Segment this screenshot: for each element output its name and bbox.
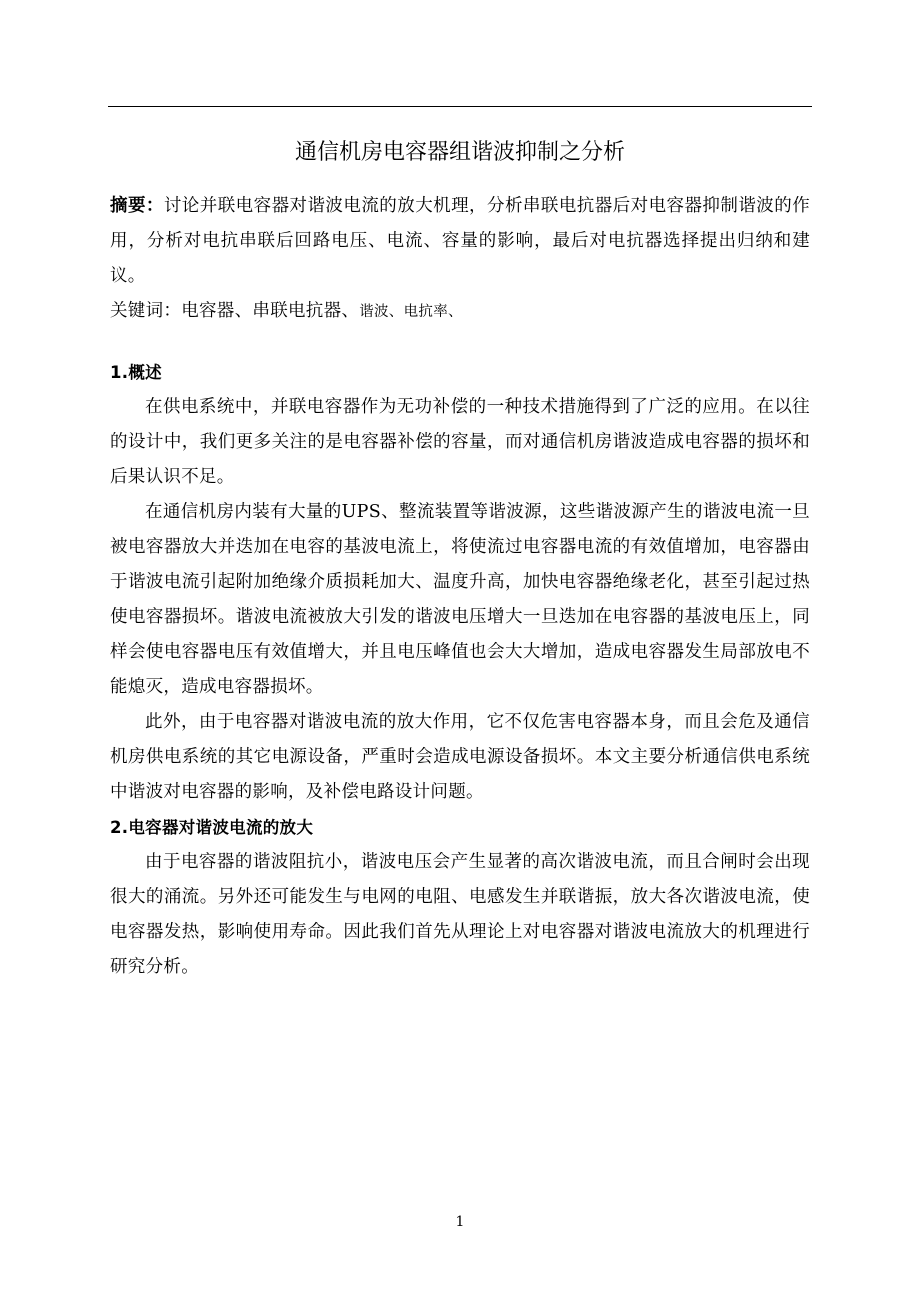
page-number: 1 (455, 1214, 465, 1230)
abstract-label: 摘要： (110, 196, 164, 216)
document-title: 通信机房电容器组谐波抑制之分析 (294, 140, 625, 165)
keywords-small: 谐波、电抗率、 (359, 304, 463, 320)
section-heading-overview: 1.概述 (110, 363, 162, 382)
paragraph: 在供电系统中，并联电容器作为无功补偿的一种技术措施得到了广泛的应用。在以往的设计中，我们更多关注的是电容器补偿的容量，而对通信机房谐波造成电容器的损坏和后果认识不足。 (110, 397, 810, 487)
keywords-label: 关键词： (110, 301, 182, 321)
paragraph: 由于电容器的谐波阻抗小，谐波电压会产生显著的高次谐波电流，而且合闸时会出现很大的涌流。另外还可能发生与电网的电阻、电感发生并联谐振，放大各次谐波电流，使电容器发热，影响使用寿命。因此我们首先从理论上对电容器对谐波电流放大的机理进行研究分析。 (110, 852, 810, 977)
keywords-main: 电容器、串联电抗器、 (181, 301, 360, 321)
document-body (110, 189, 810, 985)
paragraph: 在通信机房内装有大量的UPS、整流装置等谐波源，这些谐波源产生的谐波电流一旦被电容器放大并迭加在电容的基波电流上，将使流过电容器电流的有效值增加，电容器由于谐波电流引起附加绝缘介质损耗加大、温度升高，加快电容器绝缘老化，甚至引起过热使电容器损坏。谐波电流被放大引发的谐波电压增大一旦迭加在电容器的基波电压上，同样会使电容器电压有效值增大，并且电压峰值也会大大增加，造成电容器发生局部放电不能熄灭，造成电容器损坏。 (110, 502, 810, 697)
paragraph: 此外，由于电容器对谐波电流的放大作用，它不仅危害电容器本身，而且会危及通信机房供电系统的其它电源设备，严重时会造成电源设备损坏。本文主要分析通信供电系统中谐波对电容器的影响，及补偿电路设计问题。 (110, 712, 810, 802)
section-gap (110, 330, 810, 355)
abstract (110, 189, 810, 294)
section-heading-amplification: 2.电容器对谐波电流的放大 (110, 818, 314, 837)
header-rule (108, 106, 812, 107)
keywords (110, 294, 810, 330)
abstract-text: 讨论并联电容器对谐波电流的放大机理，分析串联电抗器后对电容器抑制谐波的作用，分析对电抗串联后回路电压、电流、容量的影响，最后对电抗器选择提出归纳和建议。 (110, 196, 810, 286)
